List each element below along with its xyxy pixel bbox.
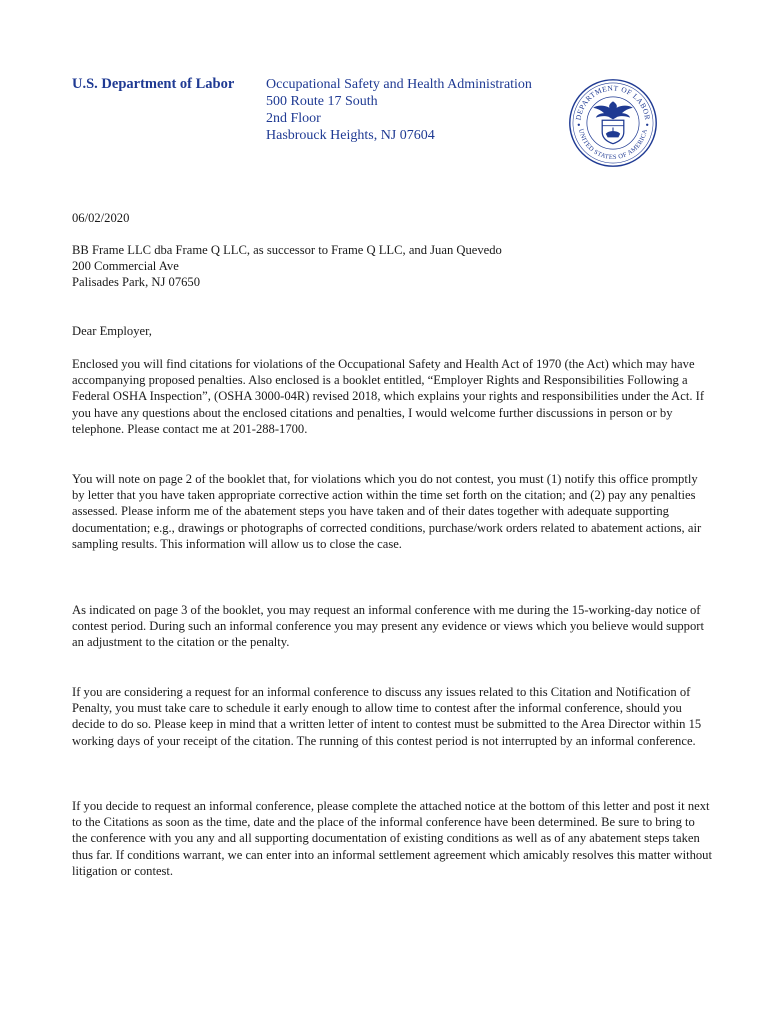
paragraph-text: Enclosed you will find citations for violations of the Occupational Safety and Health Act of 1970 (the Act) which may have accompanying proposed penalties. Also enclosed is a booklet entitled, “Employer Rights and Responsibilities Following a Federal OSHA Inspection”, (OSHA 3000-04R) revised 2018, which explains your rights and responsibilities under the Act. If you have any questions about the enclosed citations and penalties, I would welcome further discussions in person or by telephone. Please contact me at 201-288-1700. [72, 357, 705, 436]
department-name: U.S. Department of Labor [72, 76, 235, 92]
agency-street: 500 Route 17 South [266, 94, 378, 109]
agency-city: Hasbrouck Heights, NJ 07604 [266, 128, 435, 143]
paragraph-conference-request [72, 798, 712, 879]
agency-floor: 2nd Floor [266, 111, 321, 126]
agency-name: Occupational Safety and Health Administration [266, 77, 532, 92]
paragraph-informal-conference [72, 602, 712, 651]
paragraph-contest-period [72, 684, 712, 749]
recipient-city: Palisades Park, NJ 07650 [72, 275, 201, 290]
seal-text-bottom: UNITED STATES OF AMERICA [577, 128, 649, 162]
recipient-street: 200 Commercial Ave [72, 259, 179, 274]
paragraph-text: As indicated on page 3 of the booklet, you may request an informal conference with me during the 15-working-day notice of contest period. During such an informal conference you may present any evidence or views which you believe would support an adjustment to the citation or the penalty. [72, 603, 704, 650]
agency-address-block [266, 76, 532, 144]
seal-eagle-emblem [593, 101, 633, 143]
paragraph-text: If you are considering a request for an informal conference to discuss any issues related to this Citation and Notification of Penalty, you must take care to schedule it early enough to allow time to contest after the informal conference, should you decide to do so. Please keep in mind that a written letter of intent to contest must be submitted to the Area Director within 15 working days of your receipt of the citation. The running of this contest period is not interrupted by an informal conference. [72, 685, 702, 748]
paragraph-text: If you decide to request an informal conference, please complete the attached notice at the bottom of this letter and post it next to the Citations as soon as the time, date and the place of the informal conference have been determined. Be sure to bring to the conference with you any and all supporting documentation of existing conditions as well as of any abatement steps taken thus far. If conditions warrant, we can enter into an informal settlement agreement which amicably resolves this matter without litigation or contest. [72, 799, 712, 878]
letter-date: 06/02/2020 [72, 211, 130, 225]
recipient-address [72, 242, 712, 291]
department-seal-icon [568, 78, 658, 168]
recipient-name: BB Frame LLC dba Frame Q LLC, as successor to Frame Q LLC, and Juan Quevedo [72, 243, 502, 257]
paragraph-uncontested-violations [72, 471, 712, 552]
salutation: Dear Employer, [72, 324, 152, 338]
paragraph-citations-enclosed [72, 356, 712, 437]
paragraph-text: You will note on page 2 of the booklet that, for violations which you do not contest, you must (1) notify this office promptly by letter that you have taken appropriate corrective action within the time set forth on the citation; and (2) pay any penalties assessed. Please inform me of the abatement steps you have taken and of their dates together with adequate supporting documentation; e.g., drawings or photographs of corrected conditions, purchase/work orders related to abatement actions, air sampling results. This information will allow us to close the case. [72, 472, 702, 551]
seal-text-top: DEPARTMENT OF LABOR [573, 83, 653, 121]
